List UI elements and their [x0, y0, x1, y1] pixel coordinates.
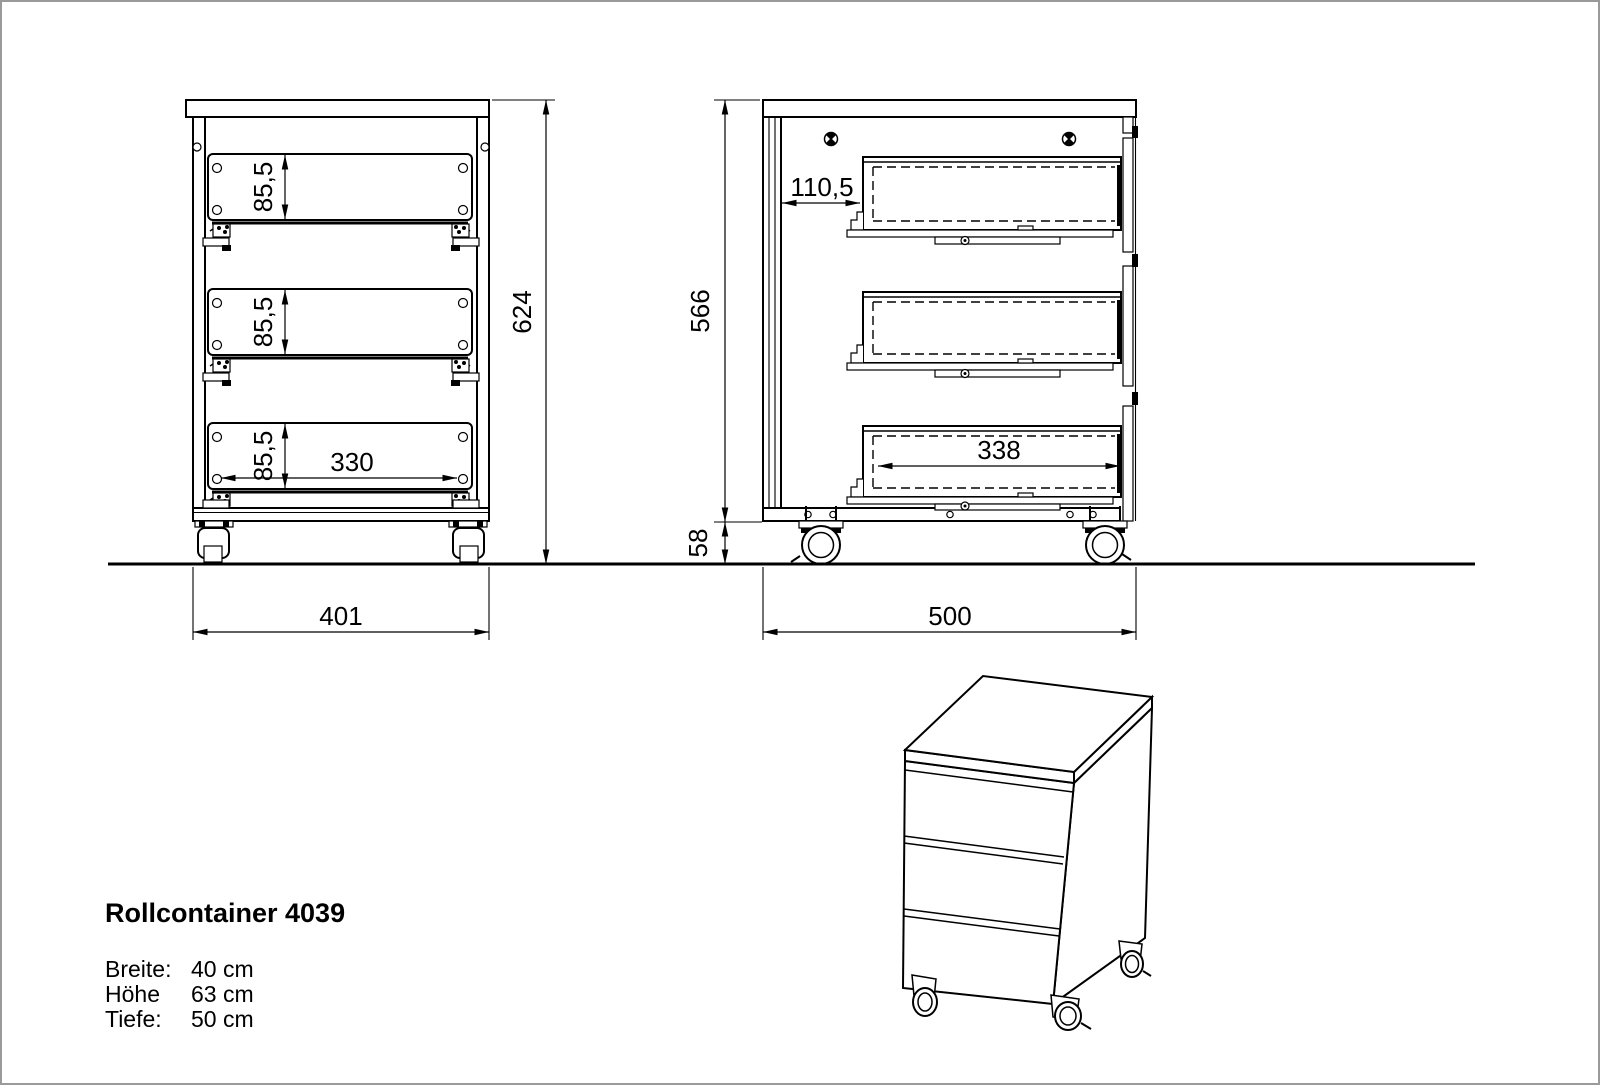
drawer-slide-hardware-right: [451, 359, 479, 386]
slide-rail: [935, 370, 1060, 377]
caster-hub: [918, 993, 932, 1011]
dim-label-caster-height: 58: [683, 528, 713, 558]
side-panel-screw-hole-icon: [481, 143, 489, 151]
dim-label-drawer-inner-width: 330: [330, 447, 374, 477]
caster-foot: [460, 546, 478, 562]
bottom-panel-hole-icon: [1067, 511, 1073, 517]
front-right-side-panel: [477, 117, 489, 508]
dim-label-drawer-height: 85,5: [248, 296, 278, 348]
side-drawer-3: [847, 426, 1121, 510]
caster-brake-lever: [791, 556, 800, 562]
front-drawer-2: [203, 289, 479, 386]
spec-label: Höhe: [105, 981, 160, 1007]
screw-icon: [459, 433, 468, 442]
slide-rail: [935, 237, 1060, 244]
detail-line: [1117, 300, 1121, 359]
dim-label-back-gap: 110,5: [790, 172, 854, 202]
product-specs: [105, 957, 254, 1032]
screw-icon: [459, 341, 468, 350]
drawer-slide-hardware-left: [203, 224, 231, 251]
spec-value: 40 cm: [191, 956, 254, 982]
slide-clip: [1018, 226, 1033, 230]
caster-hub: [1093, 533, 1118, 558]
slide-bar: [847, 230, 1113, 237]
connector-fitting: [1132, 392, 1138, 405]
front-caster-left: [195, 521, 233, 562]
spec-value: 50 cm: [191, 1006, 254, 1032]
dim-label-front-width: 401: [319, 601, 363, 631]
spec-label: Tiefe:: [105, 1006, 162, 1032]
top-filler-strip: [1123, 117, 1133, 133]
slide-bar: [847, 363, 1113, 370]
iso-front-face: [903, 761, 1074, 1004]
drawer-front-edge: [1123, 406, 1133, 521]
drawer-slide-hardware-left: [203, 359, 231, 386]
caster-brake-lever: [1143, 971, 1151, 976]
screw-icon: [213, 164, 222, 173]
drawer-front-edge: [1123, 266, 1133, 386]
screw-icon: [459, 206, 468, 215]
drawer-box: [863, 157, 1121, 230]
drawer-front-edge: [1123, 138, 1133, 252]
front-view: [186, 100, 555, 640]
drawer-slide-hardware-right: [451, 224, 479, 251]
slide-clip: [1018, 359, 1033, 363]
side-view: [683, 100, 1138, 640]
spec-label: Breite:: [105, 956, 172, 982]
screw-icon: [459, 164, 468, 173]
isometric-view: [903, 676, 1152, 1030]
slide-bar: [847, 497, 1113, 504]
iso-caster-front-right: [1051, 995, 1091, 1030]
caster-foot: [204, 546, 222, 562]
dim-label-drawer-depth: 338: [977, 435, 1021, 465]
dim-label-side-height: 566: [685, 289, 715, 333]
screw-icon: [213, 433, 222, 442]
product-title: Rollcontainer 4039: [105, 898, 346, 928]
iso-caster-back-right: [1119, 941, 1151, 977]
spec-value: 63 cm: [191, 981, 254, 1007]
iso-caster-front-left: [912, 975, 937, 1016]
front-caster-right: [449, 521, 487, 562]
caster-hub: [1060, 1007, 1076, 1025]
spec-row-breite: [105, 957, 254, 982]
screw-icon: [213, 206, 222, 215]
caster-brake-lever: [1081, 1023, 1091, 1029]
phillips-screw-icon: [1063, 132, 1076, 145]
detail-line: [1117, 434, 1121, 493]
phillips-screw-icon: [825, 132, 838, 145]
side-back-panel: [763, 117, 781, 508]
drawer-slide-hardware-right: [452, 493, 479, 508]
caster-hub: [809, 533, 834, 558]
connector-fitting: [1132, 126, 1138, 138]
front-top-panel: [186, 100, 489, 117]
caster-brake-lever: [1122, 554, 1131, 560]
screw-icon: [459, 475, 468, 484]
slide-notch: [851, 212, 863, 230]
slide-clip: [1018, 493, 1033, 497]
slide-notch: [851, 479, 863, 497]
slide-rail: [935, 504, 1060, 510]
front-left-side-panel: [193, 117, 205, 508]
side-panel-screw-hole-icon: [193, 143, 201, 151]
screw-icon: [213, 341, 222, 350]
slide-notch: [851, 345, 863, 363]
spec-row-hoehe: [105, 982, 254, 1007]
dim-label-front-height: 624: [507, 290, 537, 334]
front-drawer-1: [203, 154, 479, 251]
caster-hub: [1126, 956, 1139, 973]
side-drawer-2: [847, 292, 1121, 378]
drawer-front-edges: [1123, 117, 1138, 521]
dim-label-side-depth: 500: [928, 601, 972, 631]
screw-icon: [459, 299, 468, 308]
bottom-panel-hole-icon: [947, 511, 953, 517]
spec-row-tiefe: [105, 1007, 254, 1032]
connector-fitting: [1132, 254, 1138, 267]
front-drawer-3: [203, 423, 479, 508]
screw-icon: [213, 475, 222, 484]
drawer-slide-hardware-left: [203, 493, 230, 508]
front-bottom-panel: [193, 508, 489, 521]
side-drawer-1: [847, 157, 1121, 245]
dim-label-drawer-height: 85,5: [248, 430, 278, 482]
dim-label-drawer-height: 85,5: [248, 161, 278, 213]
screw-icon: [213, 299, 222, 308]
side-top-panel: [763, 100, 1136, 117]
detail-line: [1117, 165, 1121, 226]
